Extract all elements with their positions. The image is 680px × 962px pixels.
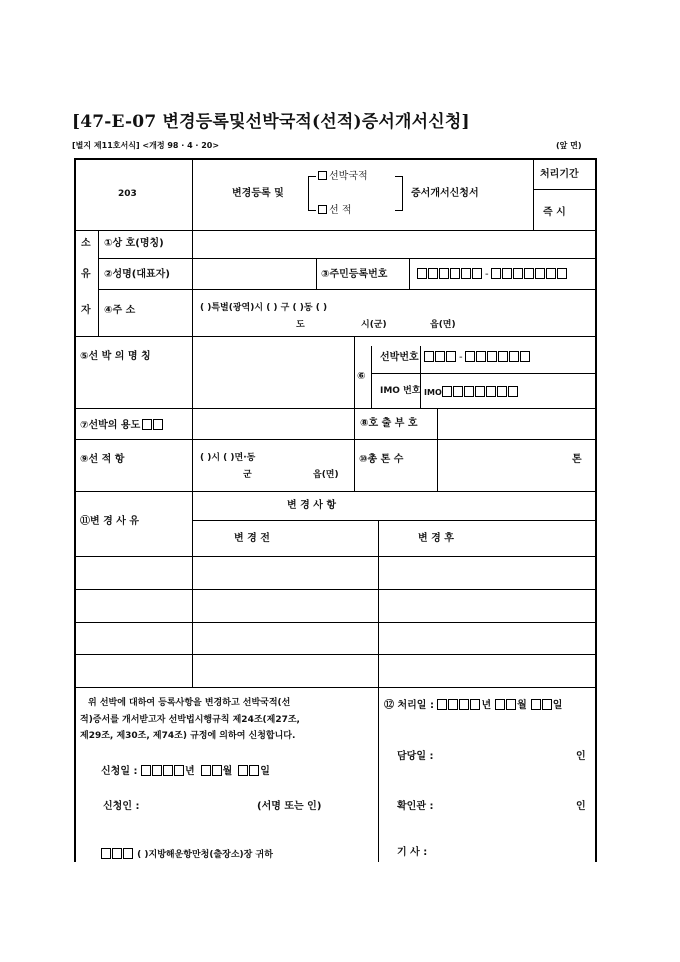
address-do: 도: [296, 320, 305, 330]
rrn-label: ③주민등록번호: [321, 269, 388, 280]
representative-label: ②성명(대표자): [104, 269, 170, 280]
confirm-stamp[interactable]: 인: [576, 801, 586, 812]
ship-name-label: ⑤선 박 의 명 칭: [80, 351, 151, 362]
ship-number-field[interactable]: -: [424, 351, 531, 363]
tonnage-unit: 톤: [572, 454, 582, 465]
circle-six-label: ⑥: [357, 371, 366, 382]
port-line1[interactable]: ( )시 ( )면·동: [200, 453, 256, 463]
port-label: ⑨선 적 항: [80, 454, 125, 465]
staff-label: 담당일 :: [397, 751, 434, 762]
change-row[interactable]: [194, 558, 594, 588]
tonnage-label: ⑩총 톤 수: [359, 454, 404, 465]
address-sigun: 시(군): [361, 320, 387, 330]
option-registry[interactable]: 선 적: [318, 205, 352, 216]
form-reference: [별지 제11호서식] <개정 98 · 4 · 20>: [72, 141, 220, 150]
registry-checkbox[interactable]: [318, 205, 327, 214]
form-code: 203: [118, 189, 137, 199]
office-addressee[interactable]: ( )지방해운항만청(출장소)장 귀하: [101, 848, 273, 860]
apply-date[interactable]: 신청일 : 년 월 일: [101, 766, 270, 777]
address-line1[interactable]: ( )특별(광역)시 ( ) 구 ( )동 ( ): [200, 303, 328, 313]
table-left-border: [74, 158, 76, 862]
tonnage-field[interactable]: [439, 442, 564, 489]
statement-line3: 제29조, 제30조, 제74조) 규정에 의하여 신청합니다.: [80, 731, 296, 741]
ship-number-label: 선박번호: [380, 352, 419, 363]
change-reason-label: ⑪변 경 사 유: [80, 516, 140, 527]
statement-line1: 위 선박에 대하여 등록사항을 변경하고 선박국적(선: [88, 698, 291, 708]
address-label: ④주 소: [104, 305, 136, 316]
trade-name-field[interactable]: [194, 232, 594, 257]
processing-period-value: 즉 시: [543, 207, 566, 218]
imo-number-field[interactable]: IMO: [424, 386, 519, 398]
imo-number-label: IMO 번호: [380, 386, 421, 396]
table-top-border: [74, 158, 597, 160]
representative-field[interactable]: [194, 260, 314, 288]
applicant-label: 신청인 :: [103, 801, 140, 812]
address-eup: 읍(면): [430, 320, 456, 330]
cert-application-label: 증서개서신청서: [411, 188, 479, 199]
sign-note[interactable]: (서명 또는 인): [257, 801, 322, 812]
page-title: [47-E-07 변경등록및선박국적(선적)증서개서신청]: [72, 112, 470, 132]
nationality-checkbox[interactable]: [318, 171, 327, 180]
change-items-header: 변 경 사 항: [287, 500, 337, 511]
process-date[interactable]: ⑫ 처리일 : 년 월 일: [384, 700, 563, 711]
change-reg-label: 변경등록 및: [232, 188, 284, 199]
port-eup: 읍(면): [313, 470, 339, 480]
trade-name-label: ①상 호(명칭): [104, 238, 164, 249]
processing-period-label: 처리기간: [540, 169, 579, 180]
after-change-header: 변 경 후: [418, 533, 454, 544]
owner-char-yu: 유: [81, 269, 91, 280]
call-sign-field[interactable]: [439, 410, 594, 438]
owner-char-so: 소: [81, 238, 91, 249]
change-row[interactable]: [194, 591, 594, 621]
rrn-field[interactable]: -: [417, 268, 568, 280]
ship-usage-label[interactable]: ⑦선박의 용도: [80, 419, 164, 431]
change-row[interactable]: [194, 624, 594, 653]
note-label: 기 사 :: [397, 847, 428, 858]
statement-line2: 적)증서를 개서받고자 선박법시행규칙 제24조(제27조,: [80, 715, 300, 725]
port-gun: 군: [243, 470, 252, 480]
table-right-border: [595, 158, 597, 862]
change-row[interactable]: [194, 656, 594, 686]
page-side-label: (앞 면): [556, 141, 582, 150]
staff-stamp[interactable]: 인: [576, 751, 586, 762]
option-nationality[interactable]: 선박국적: [318, 171, 368, 182]
before-change-header: 변 경 전: [234, 533, 270, 544]
confirm-label: 확인관 :: [397, 801, 434, 812]
owner-char-ja: 자: [81, 305, 91, 316]
ship-name-field[interactable]: [194, 338, 352, 406]
call-sign-label: ⑧호 출 부 호: [360, 418, 418, 429]
